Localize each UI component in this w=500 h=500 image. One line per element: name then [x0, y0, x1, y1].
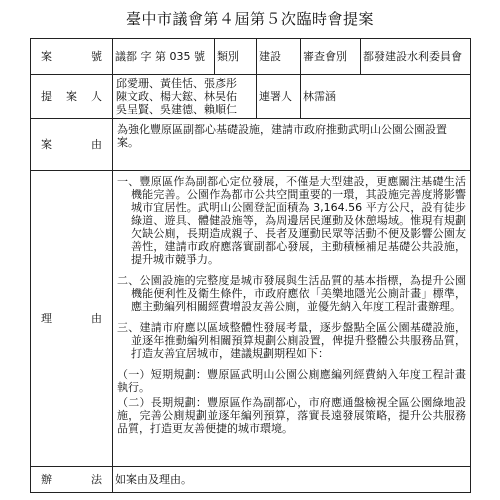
- proposer-line: 邱愛珊、黃佳恬、張彥彤: [116, 77, 237, 90]
- category-label: 類別: [215, 39, 257, 75]
- proposer-line: 陳文政、楊大鋐、林昊佑: [116, 90, 237, 103]
- row-case-number: [31, 39, 471, 75]
- row-method: [31, 467, 471, 493]
- committee-value: 都發建設水利委員會: [361, 39, 471, 75]
- row-proposer: [31, 75, 471, 119]
- proposer-line: 吳呈賢、吳建德、賴順仁: [116, 103, 237, 116]
- row-reason: [31, 171, 471, 467]
- subject-label: 案由: [31, 119, 113, 171]
- row-subject: [31, 119, 471, 171]
- cosigner-label: 連署人: [257, 75, 301, 119]
- proposer-list: [113, 75, 257, 119]
- subject-value: 為強化豐原區副都心基礎設施，建請市政府推動武明山公園公園設置案。: [113, 119, 471, 171]
- cosigner-value: 林霈涵: [301, 75, 471, 119]
- proposer-label: 提案人: [31, 75, 113, 119]
- page-title: 臺中市議會第４屆第５次臨時會提案: [125, 10, 374, 28]
- reason-subitem: （一）短期規劃：豐原區武明山公園公廁應編列經費納入年度工程計畫執行。: [117, 368, 466, 394]
- reason-paragraph: 一、豐原區作為副都心定位發展，不僅是大型建設，更應關注基礎生活機能完善。公園作為都市公共空間重要的一環，其設施完善度將影響城市宜居性。武明山公園登記面積為 3,164.56 平方公尺，設有徒步綠道、遊具、體健設施等，為周邊居民運動及休憩場域。惟現有規劃欠缺公廁，長期造成親子、長者及運動民眾等活動不便及影響公園友善性，建請市政府應落實副都心發展，主動積極補足基礎公共設施，提升城市競爭力。: [117, 175, 466, 266]
- reason-paragraph: 三、建請市府應以區域整體性發展考量，逐步盤點全區公園基礎設施，並逐年推動編列相關預算規劃公廁設置，俾提升整體公共服務品質，打造友善宜居城市，建議規劃期程如下：: [117, 321, 466, 360]
- method-label: 辦法: [31, 467, 113, 493]
- reason-body: [113, 171, 471, 467]
- case-number-label: 案號: [31, 39, 113, 75]
- reason-paragraph: 二、公園設施的完整度是城市發展與生活品質的基本指標，為提升公園機能便利性及衛生條件，市政府應依「美樂地隱光公廁計畫」標準，應主動編列相關經費增設友善公廁，並優先納入年度工程計畫辦理。: [117, 274, 466, 313]
- reason-label: 理由: [31, 171, 113, 467]
- reason-subitem: （二）長期規劃：豐原區作為副都心，市府應通盤檢視全區公園綠地設施，完善公廁規劃並逐年編列預算，落實長遠發展策略，提升公共服務品質，打造更友善便捷的城市環境。: [117, 396, 466, 435]
- method-value: 如案由及理由。: [113, 467, 471, 493]
- proposal-form-table: [30, 38, 471, 493]
- case-number-value: 議都 字 第 035 號: [113, 39, 215, 75]
- category-value: 建設: [257, 39, 301, 75]
- committee-label: 審查會別: [301, 39, 361, 75]
